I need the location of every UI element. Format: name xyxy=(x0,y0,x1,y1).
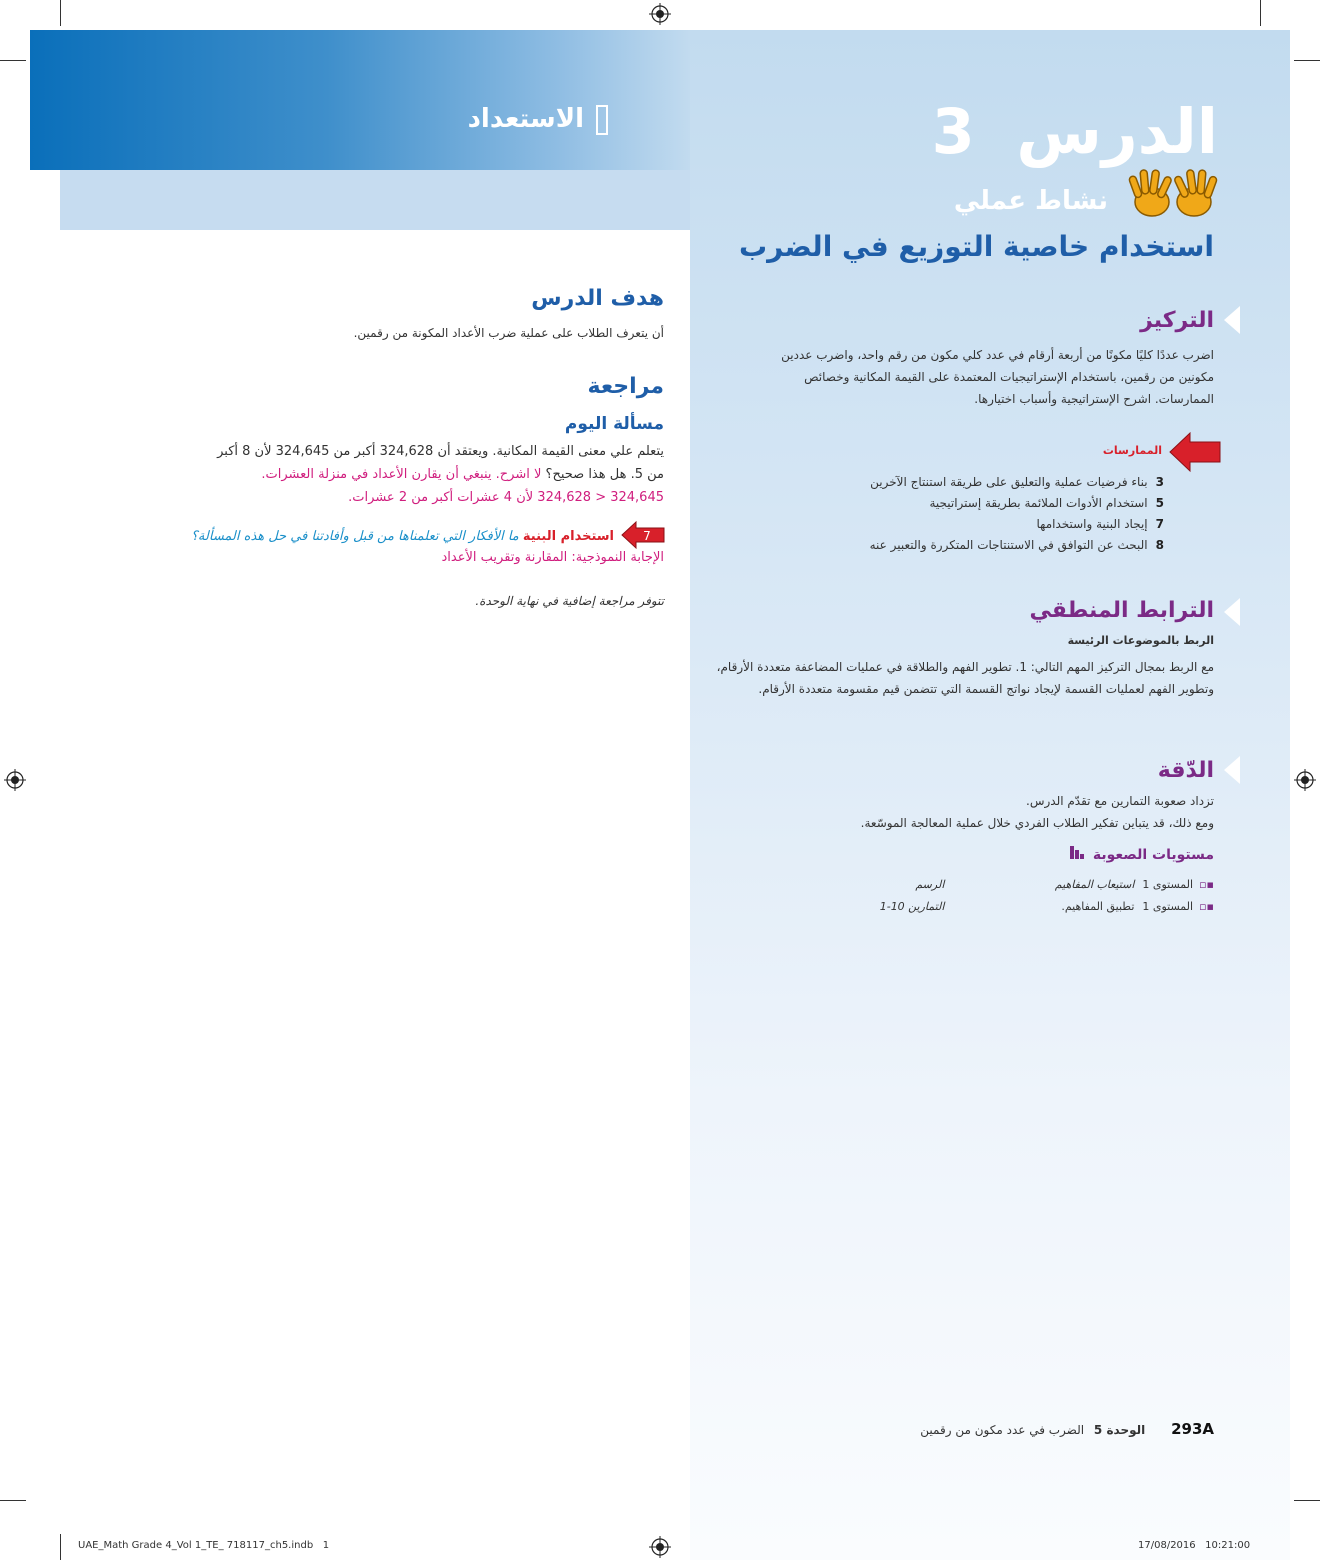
bookmark-icon xyxy=(596,105,608,135)
goal-heading: هدف الدرس xyxy=(531,286,664,311)
practices-label: الممارسات xyxy=(1102,444,1162,457)
unit-label: الوحدة 5 xyxy=(1093,1423,1146,1437)
practice-item: 5استخدام الأدوات الملائمة بطريقة إستراتيجية xyxy=(929,496,1164,510)
rigor-heading: الدّقة xyxy=(1157,758,1214,783)
practice-badge-number: 7 xyxy=(643,529,651,543)
problem-line-1: يتعلم علي معنى القيمة المكانية. ويعتقد أن 324,628 أكبر من 324,645 لأن 8 أكبر xyxy=(217,444,664,459)
practice-item: 3بناء فرضيات عملية والتعليق على طريقة استنتاج الآخرين xyxy=(870,475,1164,489)
lesson-number: 3 xyxy=(931,95,975,168)
crop-mark xyxy=(1260,0,1261,26)
problem-text xyxy=(184,440,664,509)
bars-icon xyxy=(1070,846,1084,863)
coherence-subheading: الربط بالموضوعات الرئيسة xyxy=(1067,634,1214,647)
level-icon: ▪▫ xyxy=(1199,900,1214,913)
difficulty-table xyxy=(774,874,1214,918)
difficulty-row: ▪▫ المستوى 1 استيعاب المفاهيم الرسم xyxy=(774,874,1214,896)
registration-mark-icon xyxy=(1294,769,1316,791)
crop-mark xyxy=(0,60,26,61)
practice-question-text: ما الأفكار التي تعلمناها من قبل وأفادتنا في حل هذه المسألة؟ xyxy=(191,529,519,544)
practices-list xyxy=(744,472,1164,556)
difficulty-row: ▪▫ المستوى 1 تطبيق المفاهيم. التمارين 10-1 xyxy=(774,896,1214,918)
extra-review-note: تتوفر مراجعة إضافية في نهاية الوحدة. xyxy=(475,594,664,608)
panel-notch xyxy=(674,262,690,318)
goal-text: أن يتعرف الطلاب على عملية ضرب الأعداد المكونة من رقمين. xyxy=(353,326,664,340)
page-number: 293A xyxy=(1171,1420,1214,1438)
focus-heading: التركيز xyxy=(1140,308,1214,333)
file-slug: UAE_Math Grade 4_Vol 1_TE_ 718117_ch5.indb 1 xyxy=(78,1540,330,1551)
header-light-band xyxy=(60,170,690,230)
problem-line-3: 324,645 < 324,628 لأن 4 عشرات أكبر من 2 عشرات. xyxy=(348,490,664,505)
lesson-word: الدرس xyxy=(1016,95,1218,168)
model-answer: الإجابة النموذجية: المقارنة وتقريب الأعداد xyxy=(441,550,664,565)
practice-arrow-icon xyxy=(620,520,666,550)
practice-item: 7إيجاد البنية واستخدامها xyxy=(1036,517,1164,531)
unit-title: الضرب في عدد مكون من رقمين xyxy=(920,1423,1085,1437)
problem-line-2 xyxy=(184,463,664,486)
registration-mark-icon xyxy=(649,3,671,25)
lesson-title: استخدام خاصية التوزيع في الضرب xyxy=(739,230,1214,263)
section-marker-icon xyxy=(1224,756,1240,784)
level-icon: ▪▫ xyxy=(1199,878,1214,891)
crop-mark xyxy=(0,1500,26,1501)
prep-title: الاستعداد xyxy=(308,104,608,135)
header-band xyxy=(30,30,690,170)
hands-icon xyxy=(1124,168,1222,224)
page-footer xyxy=(814,1420,1214,1438)
practice-item: 8البحث عن التوافق في الاستنتاجات المتكررة والتعبير عنه xyxy=(869,538,1164,552)
lesson-heading xyxy=(858,92,1218,172)
difficulty-heading: مستويات الصعوبة xyxy=(914,846,1214,863)
practice-question xyxy=(54,526,614,548)
section-marker-icon xyxy=(1224,598,1240,626)
crop-mark xyxy=(1294,60,1320,61)
practice-label: استخدام البنية xyxy=(522,529,614,544)
registration-mark-icon xyxy=(649,1536,671,1558)
section-marker-icon xyxy=(1224,306,1240,334)
registration-mark-icon xyxy=(4,769,26,791)
crop-mark xyxy=(60,0,61,26)
problem-heading: مسألة اليوم xyxy=(564,414,664,434)
problem-question: من 5. هل هذا صحيح؟ xyxy=(541,467,664,482)
print-date: 17/08/2016 10:21:00 xyxy=(1138,1540,1251,1551)
crop-mark xyxy=(1294,1500,1320,1501)
coherence-text: مع الربط بمجال التركيز المهم التالي: 1. تطوير الفهم والطلاقة في عمليات المضاعفة متعددة الأرقام، وتطوير الفهم لعمليات القسمة لإيجاد نواتج القسمة التي تتضمن قيم مقسومة متعددة الأرقام. xyxy=(716,660,1214,696)
practices-arrow-icon xyxy=(1168,430,1222,474)
activity-label: نشاط عملي xyxy=(953,186,1108,216)
focus-text: اضرب عددًا كليًا مكونًا من أربعة أرقام في عدد كلي مكون من رقم واحد، واضرب عددين مكونين من رقمين، باستخدام الإستراتيجيات المعتمدة على القيمة المكانية وخصائص الممارسات. اشرح الإستراتيجية وأسباب اختيارها. xyxy=(781,348,1214,406)
rigor-text: تزداد صعوبة التمارين مع تقدّم الدرس. ومع ذلك، قد يتباين تفكير الطلاب الفردي خلال عملية المعالجة الموسّعة. xyxy=(860,794,1214,830)
review-heading: مراجعة xyxy=(587,374,664,399)
crop-mark xyxy=(60,1534,61,1560)
coherence-heading: الترابط المنطقي xyxy=(1029,598,1214,623)
problem-answer: لا اشرح. ينبغي أن يقارن الأعداد في منزلة العشرات. xyxy=(261,467,542,482)
